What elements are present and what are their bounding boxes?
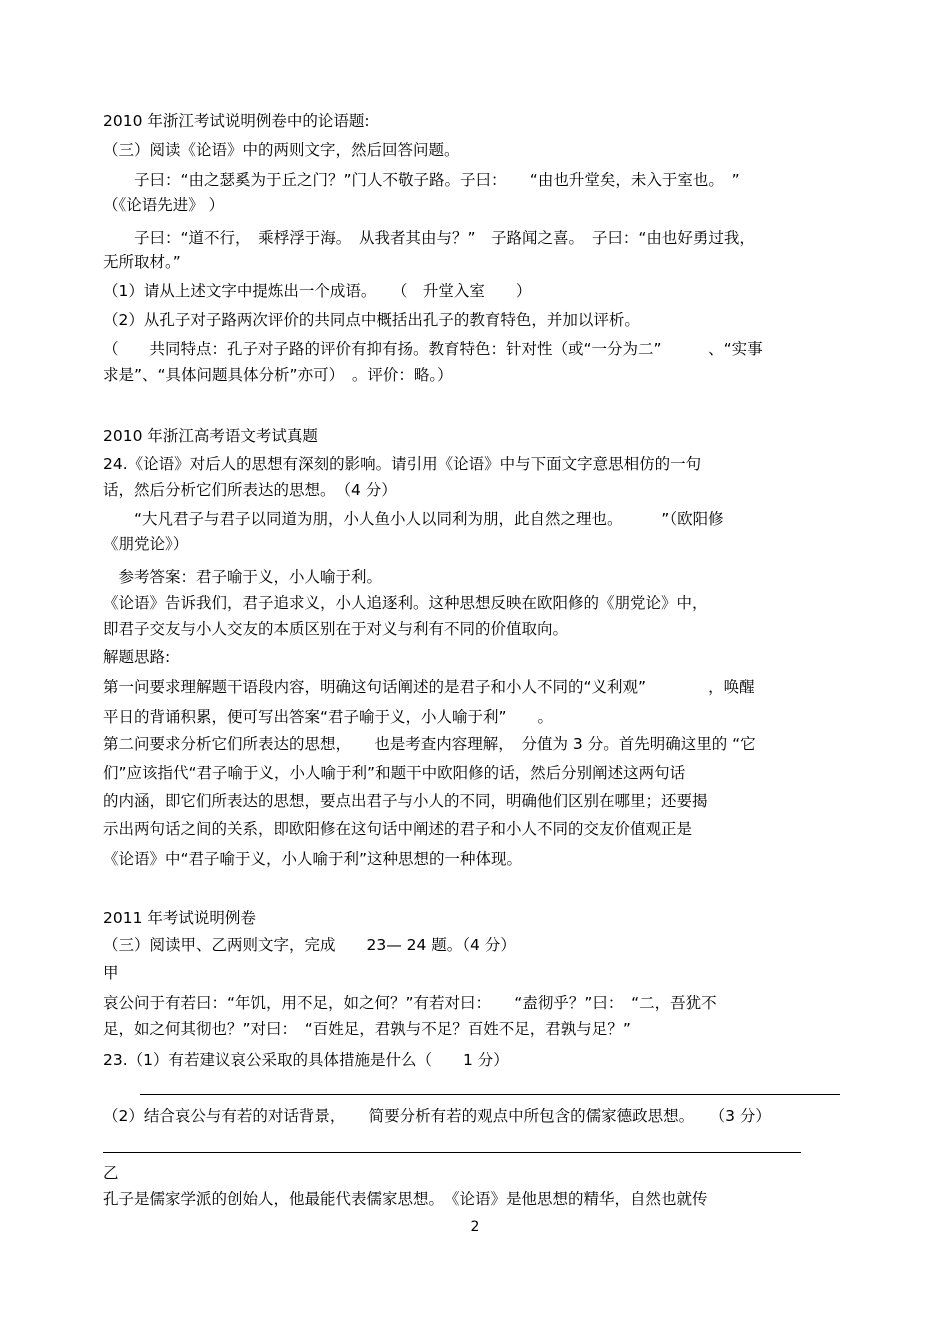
quote-source-1: （《论语先进》 ） <box>103 196 225 214</box>
question-1: （1）请从上述文字中提炼出一个成语。 （ 升堂入室 ） <box>103 282 532 300</box>
question-24-cont: 话，然后分析它们所表达的思想。 （4 分） <box>103 481 397 499</box>
question-24: 24.《论语》对后人的思想有深刻的影响。请引用《论语》中与下面文字意思相仿的一句 <box>103 455 702 473</box>
reference-answer: 参考答案：君子喻于义，小人喻于利。 <box>103 568 383 586</box>
solution-line-1: 第一问要求理解题干语段内容，明确这句话阐述的是君子和小人不同的“义利观” ，唤醒 <box>103 678 755 696</box>
answer-line-1 <box>140 1094 840 1095</box>
solution-line-3: 第二问要求分析它们所表达的思想， 也是考查内容理解， 分值为 3 分。首先明确这里的 “它 <box>103 735 756 753</box>
ouyang-quote: “大凡君子与君子以同道为朋，小人鱼小人以同利为朋，此自然之理也。 ”（欧阳修 <box>103 510 724 528</box>
heading-2010-gaokao: 2010 年浙江高考语文考试真题 <box>103 427 318 445</box>
solution-line-6: 示出两句话之间的关系，即欧阳修在这句话中阐述的君子和小人不同的交友价值观正是 <box>103 820 693 838</box>
answer-2-cont: 求是”、“具体问题具体分析”亦可） 。评价：略。） <box>103 366 453 384</box>
dialogue-line-1: 哀公问于有若曰：“年饥，用不足，如之何？”有若对曰： “盍彻乎？”曰： “二，吾犹不 <box>103 994 717 1012</box>
ouyang-source: 《朋党论》） <box>103 535 189 553</box>
answer-line-2 <box>103 1152 801 1153</box>
answer-analysis-2: 即君子交友与小人交友的本质区别在于对义与利有不同的价值取向。 <box>103 620 569 638</box>
solution-line-2: 平日的背诵积累，便可写出答案“君子喻于义，小人喻于利” 。 <box>103 708 554 726</box>
answer-analysis-1: 《论语》告诉我们，君子追求义，小人追逐利。这种思想反映在欧阳修的《朋党论》中， <box>103 594 708 612</box>
quote-passage-2-cont: 无所取材。” <box>103 253 181 271</box>
solution-line-7: 《论语》中“君子喻于义，小人喻于利”这种思想的一种体现。 <box>103 850 523 868</box>
question-intro-3: （三）阅读《论语》中的两则文字，然后回答问题。 <box>103 141 460 159</box>
question-2: （2）从孔子对子路两次评价的共同点中概括出孔子的教育特色，并加以评析。 <box>103 311 640 329</box>
passage-label-yi: 乙 <box>103 1164 119 1182</box>
question-intro-23-24: （三）阅读甲、乙两则文字，完成 23— 24 题。（4 分） <box>103 936 516 954</box>
quote-passage-2: 子曰：“道不行， 乘桴浮于海。 从我者其由与？” 子路闻之喜。 子曰：“由也好勇过我， <box>103 229 755 247</box>
question-23-1: 23.（1）有若建议哀公采取的具体措施是什么（ 1 分） <box>103 1051 509 1069</box>
quote-passage-1: 子曰：“由之瑟奚为于丘之门？”门人不敬子路。子曰： “由也升堂矣，未入于室也。 ” <box>103 171 740 189</box>
heading-2011-example: 2011 年考试说明例卷 <box>103 909 256 927</box>
passage-yi-line-1: 孔子是儒家学派的创始人，他最能代表儒家思想。 《论语》是他思想的精华，自然也就传 <box>103 1190 708 1208</box>
solution-heading: 解题思路: <box>103 648 171 666</box>
solution-line-4: 们”应该指代“君子喻于义，小人喻于利”和题干中欧阳修的话，然后分别阐述这两句话 <box>103 764 686 782</box>
passage-label-jia: 甲 <box>103 964 119 982</box>
question-23-2: （2）结合哀公与有若的对话背景， 简要分析有若的观点中所包含的儒家德政思想。 （3 分） <box>103 1107 771 1125</box>
heading-2010-example: 2010 年浙江考试说明例卷中的论语题: <box>103 112 370 130</box>
page-number: 2 <box>470 1219 480 1235</box>
dialogue-line-2: 足，如之何其彻也？”对曰： “百姓足，君孰与不足？百姓不足，君孰与足？” <box>103 1020 631 1038</box>
answer-2: （ 共同特点：孔子对子路的评价有抑有扬。教育特色：针对性（或“一分为二” 、“实事 <box>103 340 763 358</box>
solution-line-5: 的内涵，即它们所表达的思想，要点出君子与小人的不同，明确他们区别在哪里；还要揭 <box>103 792 708 810</box>
